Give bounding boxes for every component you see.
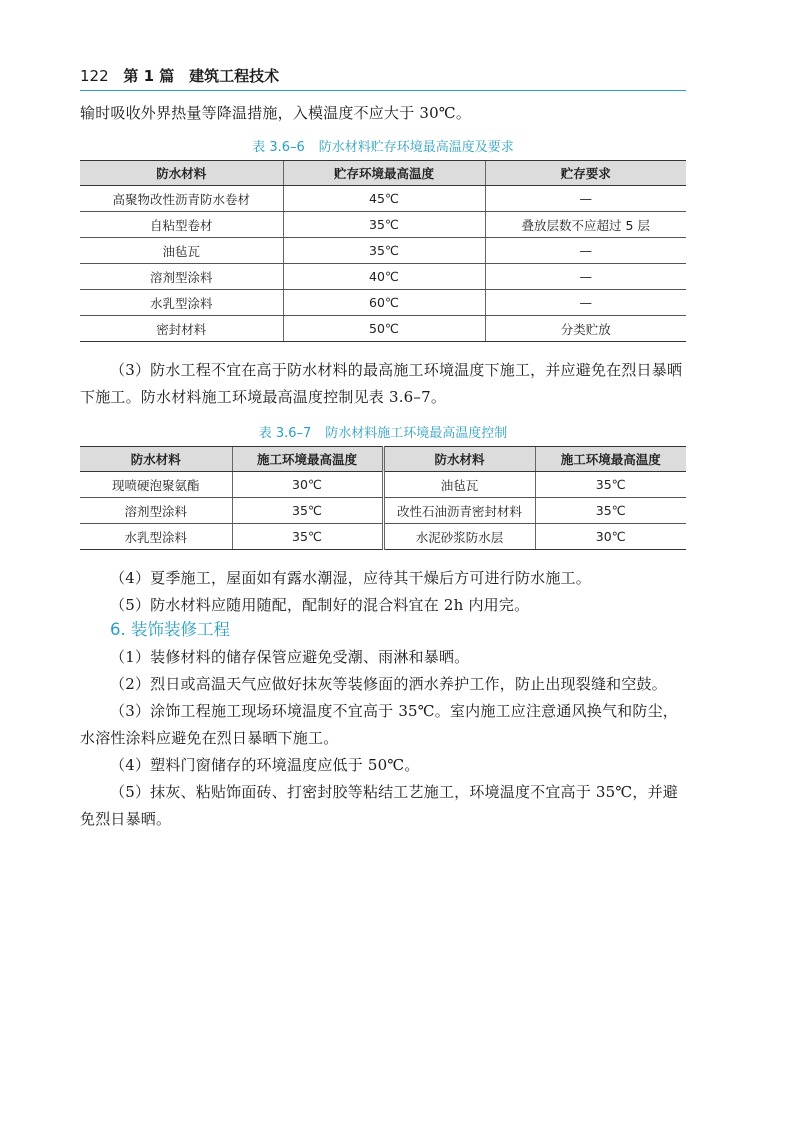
table-header-cell: 防水材料	[80, 161, 283, 186]
table-cell: 水乳型涂料	[80, 290, 283, 316]
table-header-row	[80, 447, 686, 472]
table-cell: 35℃	[535, 498, 686, 524]
table-cell: —	[485, 264, 686, 290]
section-item-2: （2）烈日或高温天气应做好抹灰等装修面的洒水养护工作，防止出现裂缝和空鼓。	[110, 675, 667, 693]
table-header-cell: 防水材料	[80, 447, 232, 472]
table1-storage-temperature	[80, 160, 686, 342]
table-cell: 35℃	[535, 472, 686, 498]
table-cell: 45℃	[283, 186, 485, 212]
paragraph-4: （4）夏季施工，屋面如有露水潮湿，应待其干燥后方可进行防水施工。	[110, 569, 591, 587]
paragraph-5: （5）防水材料应随用随配，配制好的混合料宜在 2h 内用完。	[110, 596, 530, 614]
table-row	[80, 264, 686, 290]
table-cell: 分类贮放	[485, 316, 686, 342]
table-cell: 溶剂型涂料	[80, 264, 283, 290]
table-row	[80, 186, 686, 212]
table-row	[80, 316, 686, 342]
table-cell: 35℃	[283, 212, 485, 238]
table-row	[80, 290, 686, 316]
table-cell: 改性石油沥青密封材料	[383, 498, 535, 524]
table-cell: 油毡瓦	[80, 238, 283, 264]
table-cell: 水乳型涂料	[80, 524, 232, 550]
table-header-cell: 防水材料	[383, 447, 535, 472]
table-header-cell: 贮存环境最高温度	[283, 161, 485, 186]
table-cell: 35℃	[232, 498, 383, 524]
page-header	[80, 64, 686, 91]
table-cell: —	[485, 238, 686, 264]
table-cell: 溶剂型涂料	[80, 498, 232, 524]
section-title: 6. 装饰装修工程	[110, 620, 230, 639]
table-cell: 高聚物改性沥青防水卷材	[80, 186, 283, 212]
table2-caption	[80, 425, 686, 443]
table-cell: —	[485, 186, 686, 212]
table-cell: 密封材料	[80, 316, 283, 342]
table-row	[80, 212, 686, 238]
intro-line: 输时吸收外界热量等降温措施，入模温度不应大于 30℃。	[80, 104, 472, 122]
table-row	[80, 524, 686, 550]
table-cell: 30℃	[232, 472, 383, 498]
table-cell: 50℃	[283, 316, 485, 342]
table2-construction-temperature	[80, 446, 686, 550]
part-title: 建筑工程技术	[189, 67, 280, 85]
table-header-cell: 施工环境最高温度	[232, 447, 383, 472]
table-row	[80, 498, 686, 524]
table-cell: 现喷硬泡聚氨酯	[80, 472, 232, 498]
table-row	[80, 472, 686, 498]
table1-title: 防水材料贮存环境最高温度及要求	[318, 140, 514, 155]
section-item-1: （1）装修材料的储存保管应避免受潮、雨淋和暴晒。	[110, 648, 470, 666]
table-cell: 自粘型卷材	[80, 212, 283, 238]
table-header-cell: 施工环境最高温度	[535, 447, 686, 472]
section-item-5: （5）抹灰、粘贴饰面砖、打密封胶等粘结工艺施工，环境温度不宜高于 35℃，并避免烈日暴晒。	[80, 783, 678, 828]
table-header-cell: 贮存要求	[485, 161, 686, 186]
section-item-3: （3）涂饰工程施工现场环境温度不宜高于 35℃。室内施工应注意通风换气和防尘，水溶性涂料应避免在烈日暴晒下施工。	[80, 702, 678, 747]
page-number: 122	[80, 67, 109, 85]
table2-number: 表 3.6–7	[258, 426, 312, 441]
table-header-row	[80, 161, 686, 186]
table2-title: 防水材料施工环境最高温度控制	[325, 426, 508, 441]
table-cell: 水泥砂浆防水层	[383, 524, 535, 550]
table-cell: 35℃	[283, 238, 485, 264]
paragraph-3: （3）防水工程不宜在高于防水材料的最高施工环境温度下施工，并应避免在烈日暴晒下施工。防水材料施工环境最高温度控制见表 3.6–7。	[80, 361, 683, 406]
table1-caption	[80, 139, 686, 157]
table-row	[80, 238, 686, 264]
table-cell: —	[485, 290, 686, 316]
table-cell: 35℃	[232, 524, 383, 550]
table-cell: 油毡瓦	[383, 472, 535, 498]
table-cell: 30℃	[535, 524, 686, 550]
part-label: 第 1 篇	[123, 67, 175, 85]
section-item-4: （4）塑料门窗储存的环境温度应低于 50℃。	[110, 756, 420, 774]
table-cell: 40℃	[283, 264, 485, 290]
table-cell: 叠放层数不应超过 5 层	[485, 212, 686, 238]
table1-number: 表 3.6–6	[252, 140, 305, 155]
table-cell: 60℃	[283, 290, 485, 316]
